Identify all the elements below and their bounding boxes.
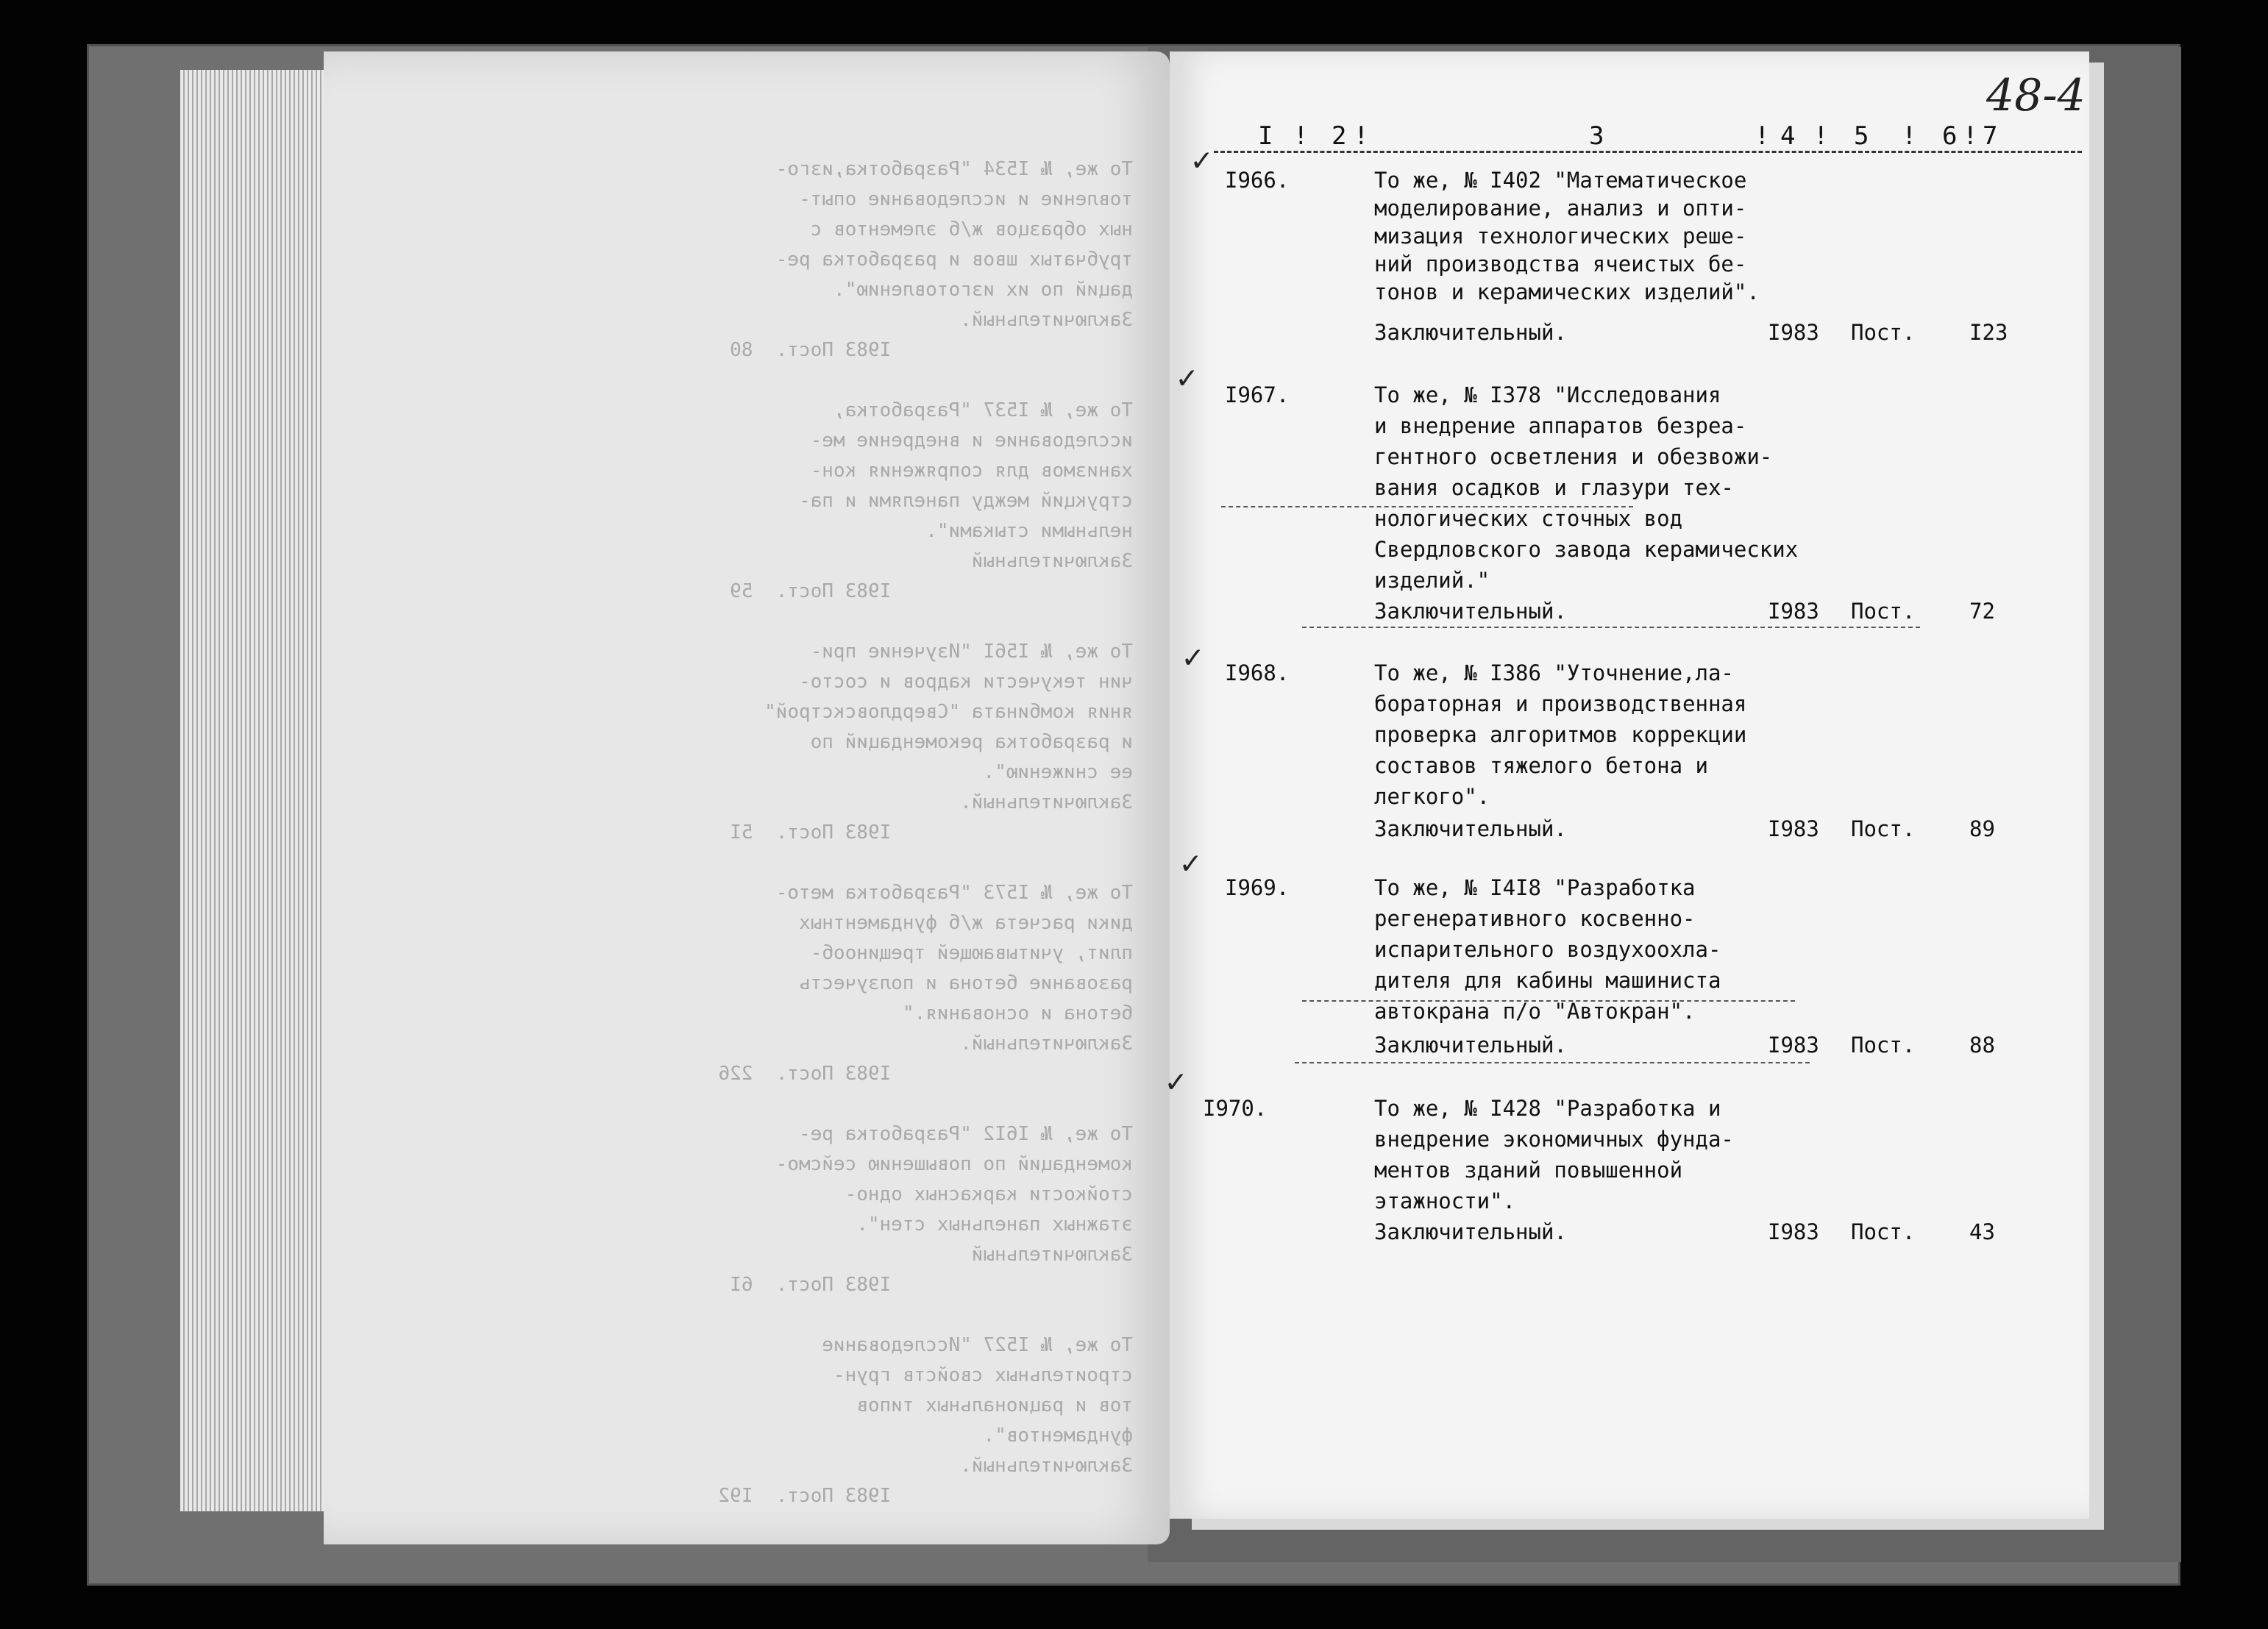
- entry-line: моделирование, анализ и опти-: [1374, 196, 1747, 221]
- entry-status: Пост.: [1851, 599, 1916, 624]
- entry-line: дителя для кабины машиниста: [1374, 968, 1721, 993]
- entry-year: I983: [1768, 816, 1819, 841]
- entry-line: ментов зданий повышенной: [1374, 1158, 1683, 1183]
- col-sep: !: [1755, 121, 1770, 151]
- col-sep: !: [1963, 121, 1978, 151]
- entry-line: этажности".: [1374, 1188, 1516, 1213]
- entry-line: изделий.": [1374, 568, 1490, 593]
- check-mark-icon: ✓: [1166, 1063, 1186, 1100]
- entry-count: 88: [1969, 1033, 1995, 1058]
- entry-line: Заключительный.: [1374, 816, 1567, 841]
- entry-line: бораторная и производственная: [1374, 691, 1747, 716]
- divider: [1295, 1062, 1810, 1063]
- entry-line: ний производства ячеистых бе-: [1374, 252, 1747, 277]
- entry-status: Пост.: [1851, 1219, 1916, 1244]
- entry-line: автокрана п/о "Автокран".: [1374, 999, 1696, 1024]
- check-mark-icon: ✓: [1192, 141, 1212, 179]
- entry-count: 43: [1969, 1219, 1995, 1244]
- header-rule: [1214, 151, 2082, 153]
- entry-line: мизация технологических реше-: [1374, 224, 1747, 249]
- entry-line: регенеративного косвенно-: [1374, 906, 1696, 931]
- entry-line: тонов и керамических изделий".: [1374, 279, 1760, 304]
- check-mark-icon: ✓: [1181, 844, 1201, 882]
- entry-line: То же, № I4I8 "Разработка: [1374, 875, 1696, 900]
- entry-line: составов тяжелого бетона и: [1374, 753, 1708, 778]
- col-header-3: 3: [1589, 121, 1604, 151]
- entry-line: и внедрение аппаратов безреа-: [1374, 413, 1747, 438]
- entry-year: I983: [1768, 599, 1819, 624]
- entry-line: гентного осветления и обезвожи-: [1374, 444, 1773, 469]
- entry-line: То же, № I428 "Разработка и: [1374, 1096, 1721, 1121]
- divider: [1302, 627, 1920, 628]
- entry-status: Пост.: [1851, 320, 1916, 345]
- check-mark-icon: ✓: [1183, 638, 1203, 676]
- entry-year: I983: [1768, 1219, 1819, 1244]
- entry-line: легкого".: [1374, 784, 1490, 809]
- bleed-through-text: То же, № I534 "Разработка,изго- товление и исследование опыт- ных образцов ж/б элементов с трубчатых швов и разработка ре- даций по их изготовлению". Заключительный. I983 Пост. 80 То же, № I537 "Разработка, исследование и внедрение ме- ханизмов для сопряжения кон- струкций между панелями и па- нельными стыками". Заключительный I983 Пост. 59 То же, № I56I "Изучение при- чин текучести кадров и состо- яния комбината "Свердловскстрой" и разработка рекомендаций по ее снижению". Заключительный. I983 Пост. 5I То же, № I573 "Разработка мето- дики расчета ж/б фундаментных плит, учитывающей трещинооб- разование бетона и ползучесть бетона и основания." Заключительный. I983 Пост. 226 То же, № I6I2 "Разработка ре- комендаций по повышению сейсмо- стойкости каркасных одно- этажных панельных стен". Заключительный I983 Пост. 6I То же, № I527 "Исследование строительных свойств грун- тов и рациональных типов фундаментов". Заключительный. I983 Пост. I92: [718, 158, 1133, 1507]
- col-header-1: I: [1258, 121, 1273, 151]
- entry-number: I969.: [1225, 875, 1290, 900]
- entry-line: То же, № I402 "Математическое: [1374, 168, 1747, 193]
- entry-number: I967.: [1225, 382, 1290, 407]
- col-header-5: 5: [1854, 121, 1869, 151]
- entry-line: нологических сточных вод: [1374, 506, 1683, 531]
- entry-line: Заключительный.: [1374, 320, 1567, 345]
- entry-line: Заключительный.: [1374, 1219, 1567, 1244]
- col-header-7: 7: [1983, 121, 1998, 151]
- col-sep: !: [1902, 121, 1917, 151]
- check-mark-icon: ✓: [1177, 359, 1197, 396]
- entry-count: I23: [1969, 320, 2008, 345]
- entry-line: проверка алгоритмов коррекции: [1374, 722, 1747, 747]
- page-edges: [180, 70, 327, 1511]
- entry-line: То же, № I386 "Уточнение,ла-: [1374, 660, 1734, 685]
- col-header-2: 2: [1332, 121, 1347, 151]
- page-number: 48-4: [1986, 70, 2086, 121]
- entry-count: 89: [1969, 816, 1995, 841]
- entry-number: I968.: [1225, 660, 1290, 685]
- entry-year: I983: [1768, 320, 1819, 345]
- col-sep: !: [1813, 121, 1829, 151]
- entry-line: То же, № I378 "Исследования: [1374, 382, 1721, 407]
- col-sep: !: [1293, 121, 1309, 151]
- col-header-4: 4: [1780, 121, 1796, 151]
- col-header-6: 6: [1942, 121, 1958, 151]
- entry-year: I983: [1768, 1033, 1819, 1058]
- entry-line: Заключительный.: [1374, 599, 1567, 624]
- entry-line: испарительного воздухоохла-: [1374, 937, 1721, 962]
- entry-line: Заключительный.: [1374, 1033, 1567, 1058]
- entry-status: Пост.: [1851, 1033, 1916, 1058]
- entry-status: Пост.: [1851, 816, 1916, 841]
- entry-number: I966.: [1225, 168, 1290, 193]
- entry-line: внедрение экономичных фунда-: [1374, 1127, 1734, 1152]
- entry-line: Свердловского завода керамических: [1374, 537, 1799, 562]
- entry-line: вания осадков и глазури тех-: [1374, 475, 1734, 500]
- entry-number: I970.: [1203, 1096, 1268, 1121]
- entry-count: 72: [1969, 599, 1995, 624]
- col-sep: !: [1354, 121, 1369, 151]
